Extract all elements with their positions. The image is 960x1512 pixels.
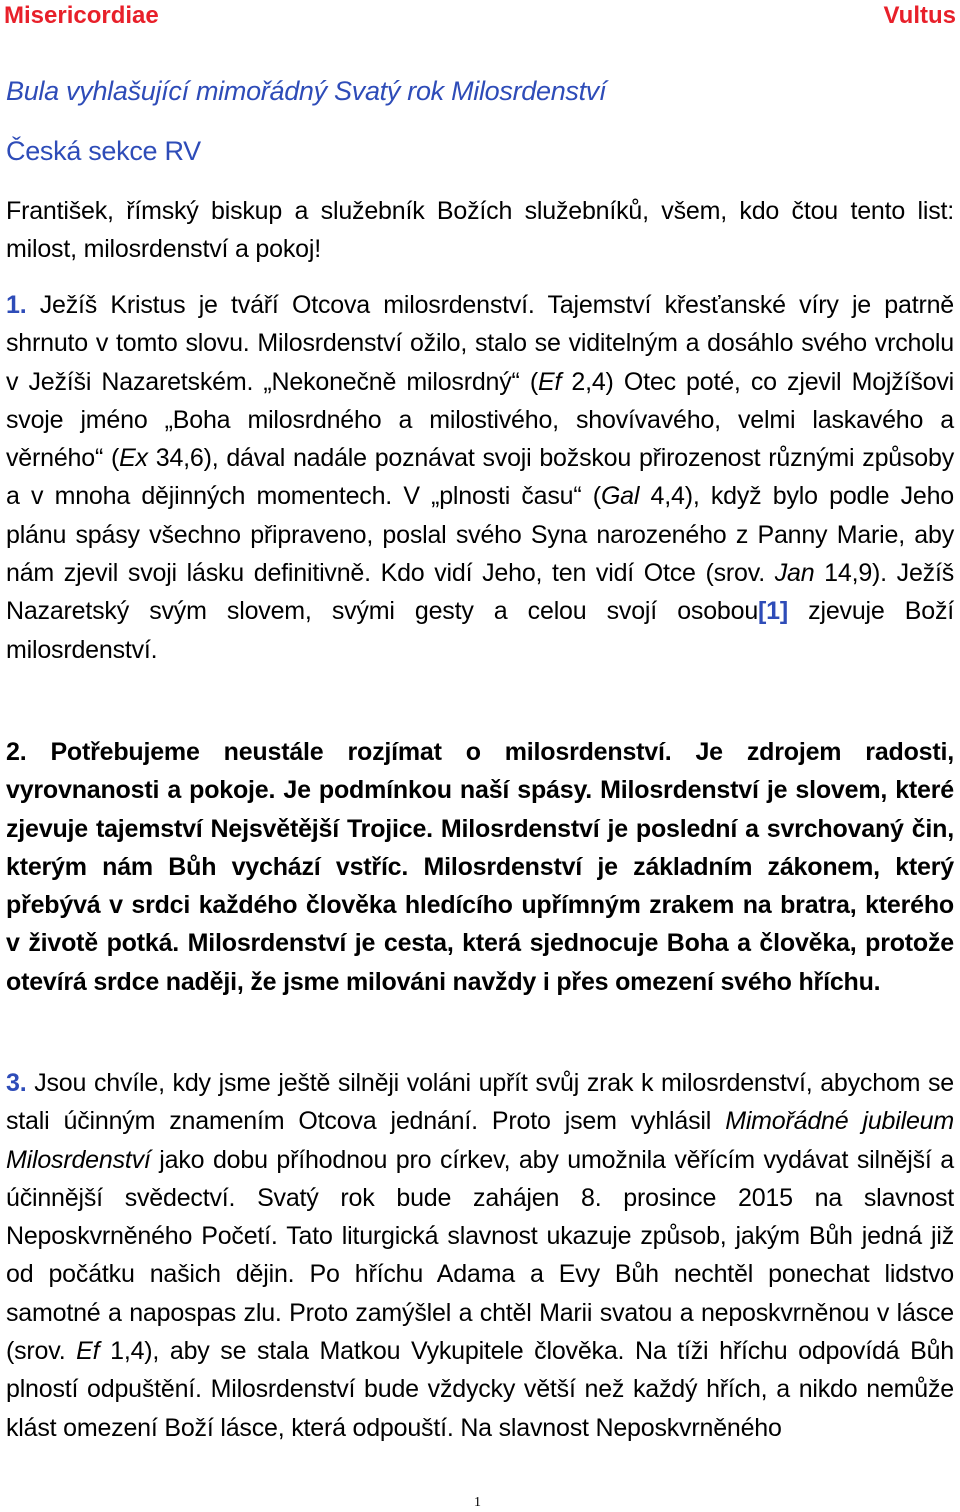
- header-title-left: Misericordiae: [4, 2, 159, 29]
- paragraph-text: jako dobu příhodnou pro církev, aby umožnila věřícím vydávat silnější a účinnější svědectví. Svatý rok bude zahájen 8. prosince 2015 na slavnost Neposkvrněného Početí. Tato liturgická slavnost ukazuje způsob, jakým Bůh jedná již od počátku našich dějin. Po hříchu Adama a Evy Bůh nechtěl ponechat lidstvo samotné a napospas zlu. Proto zamýšlel a chtěl Marii svatou a neposkvrněnou v lásce (srov.: [6, 1145, 954, 1366]
- scripture-ref: Ef: [537, 367, 562, 396]
- paragraph-1: [6, 286, 954, 669]
- paragraph-text: zjevuje Boží milosrdenství.: [6, 597, 954, 664]
- paragraph-text: 14,9). Ježíš Nazaretský svým slovem, svými gesty a celou svojí osobou: [6, 559, 954, 626]
- paragraph-number: 3.: [6, 1069, 27, 1097]
- paragraph-2: 2. Potřebujeme neustále rozjímat o milosrdenství. Je zdrojem radosti, vyrovnanosti a pokoje. Je podmínkou naší spásy. Milosrdenství je slovem, které zjevuje tajemství Nejsvětější Trojice. Milosrdenství je poslední a svrchovaný čin, kterým nám Bůh vychází vstříc. Milosrdenství je základním zákonem, který přebývá v srdci každého člověka hledícího upřímným zrakem na bratra, kterého v životě potká. Milosrdenství je cesta, která sjednocuje Boha a člověka, protože otevírá srdce naději, že jsme milováni navždy i přes omezení svého hříchu.: [6, 738, 954, 996]
- paragraph-number: 1.: [6, 291, 27, 319]
- document-subtitle: Bula vyhlašující mimořádný Svatý rok Milosrdenství: [6, 76, 607, 106]
- paragraph-text: 4,4), když bylo podle Jeho plánu spásy všechno připraveno, poslal svého Syna narozeného z Panny Marie, aby nám zjevil svoji lásku definitivně. Kdo vidí Jeho, ten vidí Otce (srov.: [6, 482, 955, 588]
- paragraph-3: [6, 1064, 954, 1447]
- header-title-right: Vultus: [883, 2, 956, 29]
- emphasis-text: Mimořádné jubileum Milosrdenství: [6, 1107, 954, 1174]
- section-label: Česká sekce RV: [6, 136, 201, 166]
- scripture-ref: Jan: [774, 559, 815, 588]
- paragraph-text: Jsou chvíle, kdy jsme ještě silněji voláni upřít svůj zrak k milosrdenství, abychom se stali účinným znamením Otcova jednání. Proto jsem vyhlásil: [6, 1069, 954, 1136]
- scripture-ref: Gal: [600, 482, 640, 511]
- scripture-ref: Ex: [119, 444, 148, 473]
- footnote-link[interactable]: [1]: [758, 597, 788, 626]
- paragraph-text: 2,4) Otec poté, co zjevil Mojžíšovi svoje jméno „Boha milosrdného a milostivého, shovívavého, velmi laskavého a věrného“ (: [6, 367, 954, 473]
- paragraph-text: 1,4), aby se stala Matkou Vykupitele člověka. Na tíži hříchu odpovídá Bůh plností odpuštění. Milosrdenství bude vždycky větší než každý hřích, a nikdo nemůže klást omezení Boží lásce, která odpouští. Na slavnost Neposkvrněného: [6, 1337, 954, 1442]
- paragraph-text: 34,6), dával nadále poznávat svoji božskou přirozenost různými způsoby a v mnoha dějinných momentech. V „plnosti času“ (: [6, 444, 954, 511]
- page-header: [0, 0, 960, 30]
- intro-paragraph: František, římský biskup a služebník Božích služebníků, všem, kdo čtou tento list: milost, milosrdenství a pokoj!: [6, 197, 954, 264]
- scripture-ref: Ef: [76, 1337, 100, 1366]
- page-number: 1: [474, 1495, 481, 1510]
- paragraph-text: Ježíš Kristus je tváří Otcova milosrdenství. Tajemství křesťanské víry je patrně shrnuto v tomto slovu. Milosrdenství ožilo, stalo se viditelným a dosáhlo svého vrcholu v Ježíši Nazaretském. „Nekonečně milosrdný“ (: [6, 291, 954, 396]
